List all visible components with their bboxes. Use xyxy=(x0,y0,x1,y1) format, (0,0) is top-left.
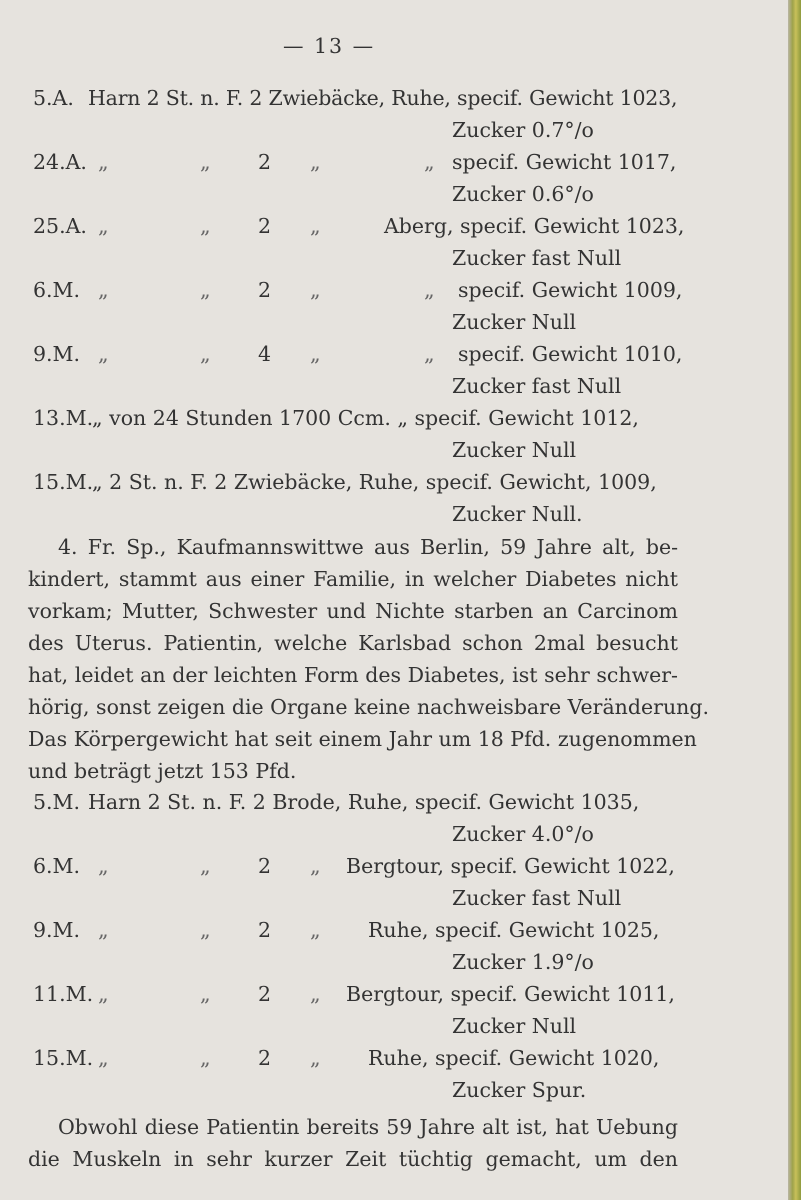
table-row-sugar: Zucker 0.7°/o xyxy=(452,118,594,142)
table-row-text: „ 2 St. n. F. 2 Zwiebäcke, Ruhe, specif. Gewicht, 1009, xyxy=(92,470,657,494)
table-row-sugar: Zucker 0.6°/o xyxy=(452,182,594,206)
table-row-text: specif. Gewicht 1010, xyxy=(458,342,683,366)
table-row-sugar: Zucker fast Null xyxy=(452,246,622,270)
table-row-text: specif. Gewicht 1009, xyxy=(458,278,683,302)
ditto-mark: „ xyxy=(200,854,211,878)
table-row-text: Bergtour, specif. Gewicht 1022, xyxy=(346,854,675,878)
table-row-text: Aberg, specif. Gewicht 1023, xyxy=(384,214,685,238)
bread-count: 2 xyxy=(258,918,272,942)
table-row-day: 24.A. xyxy=(33,150,87,174)
ditto-mark: „ xyxy=(98,150,109,174)
closing-paragraph xyxy=(28,1111,678,1175)
table-row-text: Ruhe, specif. Gewicht 1025, xyxy=(368,918,660,942)
ditto-mark: „ xyxy=(98,1046,109,1070)
table-row-day: 9.M. xyxy=(33,918,81,942)
biscuit-count: 2 xyxy=(258,278,272,302)
paragraph-line: kindert, stammt aus einer Familie, in welcher Diabetes nicht xyxy=(28,567,678,591)
ditto-mark: „ xyxy=(424,150,435,174)
ditto-mark: „ xyxy=(310,342,321,366)
ditto-mark: „ xyxy=(98,918,109,942)
table-row-day: 15.M. xyxy=(33,470,94,494)
table-row-day: 9.M. xyxy=(33,342,81,366)
ditto-mark: „ xyxy=(310,1046,321,1070)
table-row-day: 15.M. xyxy=(33,1046,94,1070)
paragraph-line: und beträgt jetzt 153 Pfd. xyxy=(28,759,297,783)
ditto-mark: „ xyxy=(98,854,109,878)
bread-count: 2 xyxy=(258,1046,272,1070)
table-row-text: specif. Gewicht 1017, xyxy=(452,150,677,174)
paragraph-line: vorkam; Mutter, Schwester und Nichte starben an Carcinom xyxy=(28,599,678,623)
ditto-mark: „ xyxy=(200,982,211,1006)
table-row-day: 11.M. xyxy=(33,982,94,1006)
table-row-day: 6.M. xyxy=(33,854,81,878)
ditto-mark: „ xyxy=(310,278,321,302)
ditto-mark: „ xyxy=(310,982,321,1006)
case-paragraph xyxy=(28,531,709,787)
table-row-sugar: Zucker Null. xyxy=(452,502,583,526)
table-row-sugar: Zucker Spur. xyxy=(452,1078,587,1102)
ditto-mark: „ xyxy=(98,982,109,1006)
table-row-day: 5.M. xyxy=(33,790,81,814)
paragraph-line: die Muskeln in sehr kurzer Zeit tüchtig gemacht, um den xyxy=(28,1147,678,1171)
biscuit-count: 2 xyxy=(258,214,272,238)
table-row-sugar: Zucker fast Null xyxy=(452,886,622,910)
page-edge xyxy=(788,0,801,1200)
paragraph-line: hat, leidet an der leichten Form des Diabetes, ist sehr schwer- xyxy=(28,663,678,687)
table-row-day: 5.A. xyxy=(33,86,74,110)
table-row-sugar: Zucker Null xyxy=(452,438,577,462)
ditto-mark: „ xyxy=(310,214,321,238)
paragraph-line: des Uterus. Patientin, welche Karlsbad schon 2mal besucht xyxy=(28,631,678,655)
ditto-mark: „ xyxy=(310,918,321,942)
ditto-mark: „ xyxy=(98,342,109,366)
ditto-mark: „ xyxy=(98,278,109,302)
table-row-text: Harn 2 St. n. F. 2 Zwiebäcke, Ruhe, specif. Gewicht 1023, xyxy=(88,86,678,110)
bread-count: 2 xyxy=(258,854,272,878)
table-row-day: 13.M. xyxy=(33,406,94,430)
table-row-sugar: Zucker 4.0°/o xyxy=(452,822,594,846)
table-row-sugar: Zucker Null xyxy=(452,310,577,334)
ditto-mark: „ xyxy=(200,342,211,366)
paragraph-line: hörig, sonst zeigen die Organe keine nachweisbare Veränderung. xyxy=(28,695,709,719)
ditto-mark: „ xyxy=(200,214,211,238)
paragraph-line: Das Körpergewicht hat seit einem Jahr um 18 Pfd. zugenommen xyxy=(28,727,697,751)
paragraph-line: 4. Fr. Sp., Kaufmannswittwe aus Berlin, 59 Jahre alt, be- xyxy=(58,535,678,559)
ditto-mark: „ xyxy=(424,342,435,366)
ditto-mark: „ xyxy=(200,278,211,302)
ditto-mark: „ xyxy=(200,918,211,942)
page-number: — 13 — xyxy=(283,34,376,58)
table-row-sugar: Zucker fast Null xyxy=(452,374,622,398)
bread-count: 2 xyxy=(258,982,272,1006)
ditto-mark: „ xyxy=(200,1046,211,1070)
table-row-text: „ von 24 Stunden 1700 Ccm. „ specif. Gewicht 1012, xyxy=(92,406,639,430)
table-row-text: Bergtour, specif. Gewicht 1011, xyxy=(346,982,675,1006)
ditto-mark: „ xyxy=(424,278,435,302)
paragraph-line: Obwohl diese Patientin bereits 59 Jahre alt ist, hat Uebung xyxy=(58,1115,678,1139)
table-row-day: 6.M. xyxy=(33,278,81,302)
table-row-text: Harn 2 St. n. F. 2 Brode, Ruhe, specif. Gewicht 1035, xyxy=(88,790,640,814)
biscuit-count: 2 xyxy=(258,150,272,174)
biscuit-count: 4 xyxy=(258,342,272,366)
ditto-mark: „ xyxy=(98,214,109,238)
table-row-text: Ruhe, specif. Gewicht 1020, xyxy=(368,1046,660,1070)
ditto-mark: „ xyxy=(310,854,321,878)
ditto-mark: „ xyxy=(310,150,321,174)
table-row-sugar: Zucker Null xyxy=(452,1014,577,1038)
ditto-mark: „ xyxy=(200,150,211,174)
table-row-sugar: Zucker 1.9°/o xyxy=(452,950,594,974)
table-row-day: 25.A. xyxy=(33,214,87,238)
